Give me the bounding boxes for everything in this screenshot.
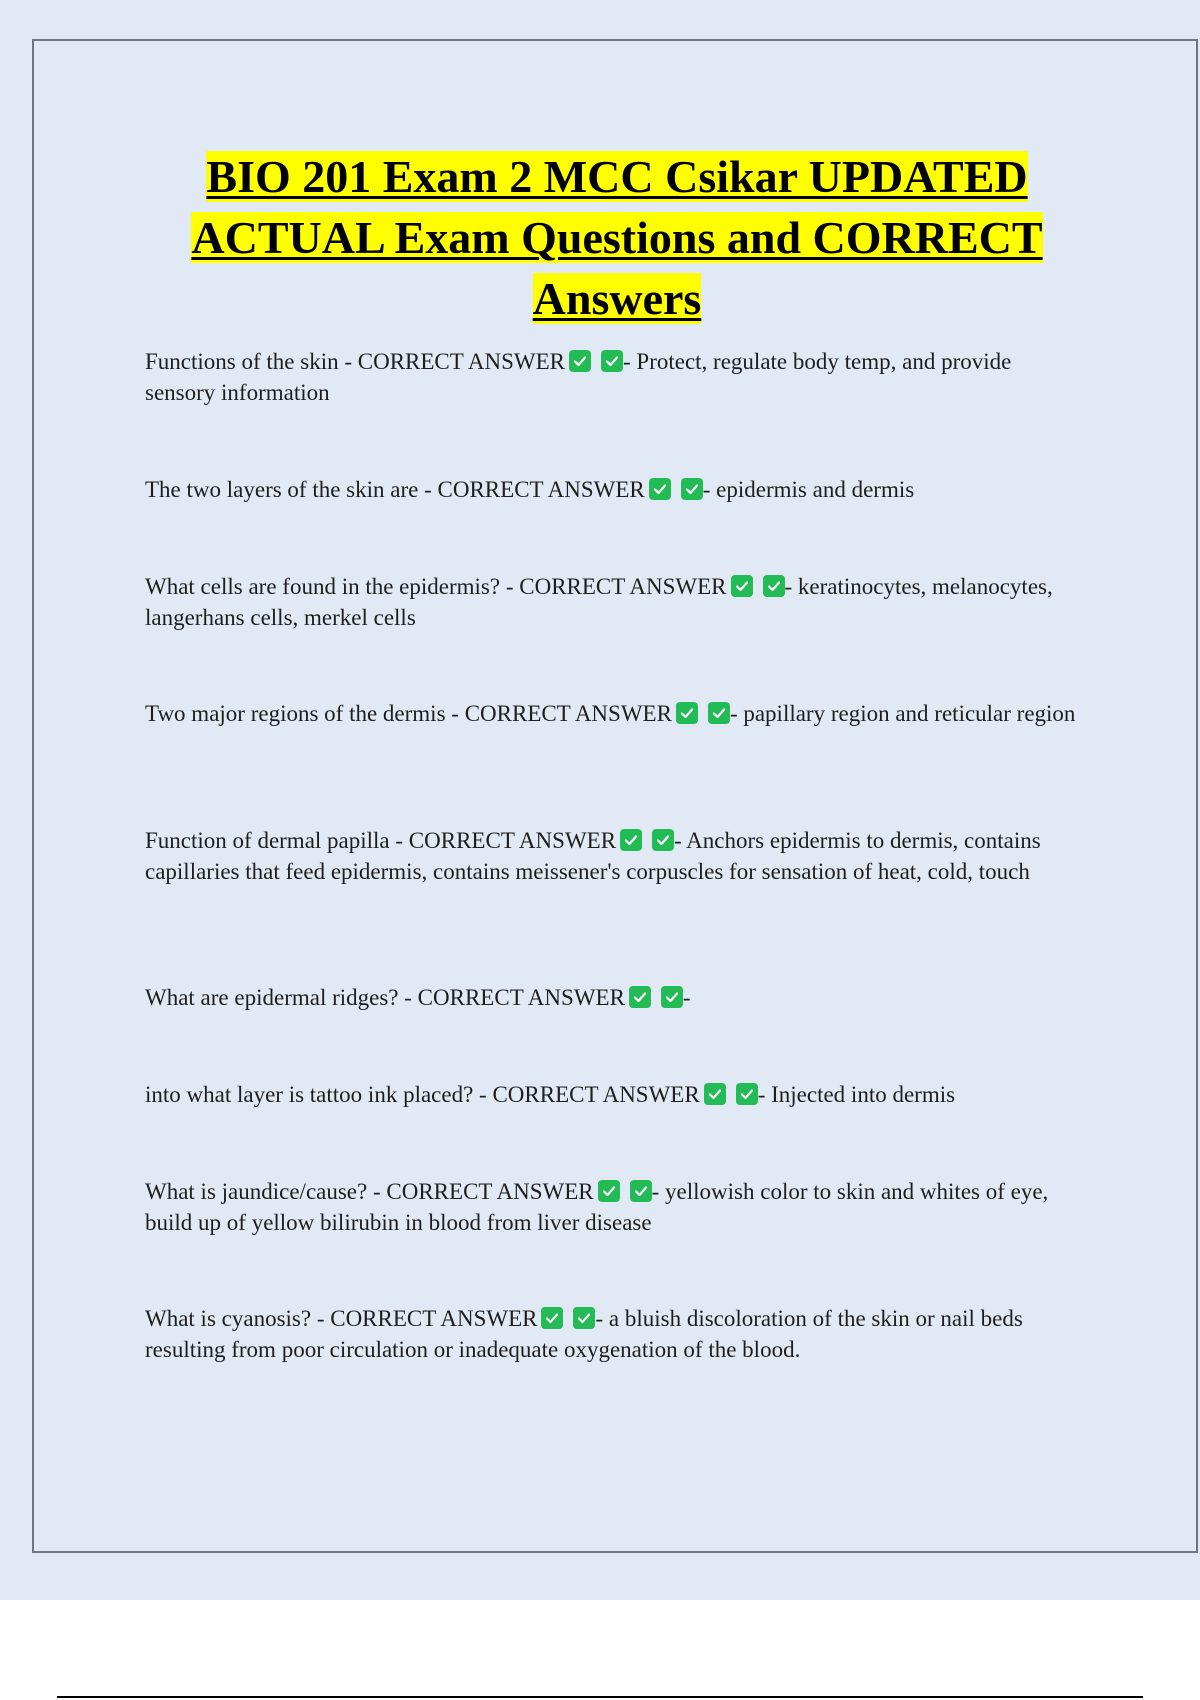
- question-text: Two major regions of the dermis -: [145, 701, 465, 726]
- qa-item: [145, 346, 1085, 408]
- answer-text: -: [682, 985, 691, 1010]
- check-mark-icon: [541, 1307, 563, 1329]
- check-mark-icon: [681, 478, 703, 500]
- title-line-3: Answers: [532, 273, 702, 324]
- answer-text: - Injected into dermis: [757, 1082, 956, 1107]
- check-mark-icon: [569, 350, 591, 372]
- bottom-divider: [57, 1696, 1143, 1698]
- check-mark-icon: [704, 1083, 726, 1105]
- answer-marker: CORRECT ANSWER: [492, 1082, 700, 1107]
- qa-item: [145, 1079, 1085, 1110]
- qa-item: [145, 571, 1085, 633]
- check-mark-icon: [652, 829, 674, 851]
- check-mark-icon: [630, 1180, 652, 1202]
- check-mark-icon: [676, 702, 698, 724]
- answer-text: - papillary region and reticular region: [729, 701, 1076, 726]
- qa-item: [145, 825, 1085, 887]
- question-text: What is jaundice/cause? -: [145, 1179, 387, 1204]
- answer-text: - keratinocytes, melanocytes, langerhans cells, merkel cells: [145, 574, 1053, 630]
- question-text: What are epidermal ridges? -: [145, 985, 418, 1010]
- answer-marker: CORRECT ANSWER: [357, 349, 565, 374]
- answer-marker: CORRECT ANSWER: [408, 828, 617, 853]
- check-mark-icon: [661, 986, 683, 1008]
- check-mark-icon: [736, 1083, 758, 1105]
- check-mark-icon: [620, 829, 642, 851]
- check-mark-icon: [629, 986, 651, 1008]
- qa-item: [145, 1176, 1085, 1238]
- answer-text: - Protect, regulate body temp, and provide sensory information: [145, 349, 1012, 405]
- title-line-1: BIO 201 Exam 2 MCC Csikar UPDATED: [206, 151, 1028, 202]
- check-mark-icon: [598, 1180, 620, 1202]
- question-text: Functions of the skin -: [145, 349, 358, 374]
- check-mark-icon: [573, 1307, 595, 1329]
- title-line-2: ACTUAL Exam Questions and CORRECT: [191, 212, 1043, 263]
- check-mark-icon: [601, 350, 623, 372]
- qa-item: [145, 982, 1085, 1013]
- question-text: into what layer is tattoo ink placed? -: [145, 1082, 493, 1107]
- question-text: What is cyanosis? -: [145, 1306, 331, 1331]
- check-mark-icon: [731, 575, 753, 597]
- answer-marker: CORRECT ANSWER: [519, 574, 727, 599]
- question-text: What cells are found in the epidermis? -: [145, 574, 520, 599]
- qa-item: [145, 474, 1085, 505]
- answer-marker: CORRECT ANSWER: [464, 701, 672, 726]
- check-mark-icon: [708, 702, 730, 724]
- answer-text: - epidermis and dermis: [702, 477, 915, 502]
- answer-text: - yellowish color to skin and whites of eye, build up of yellow bilirubin in blood from liver disease: [145, 1179, 1049, 1235]
- answer-marker: CORRECT ANSWER: [437, 477, 645, 502]
- check-mark-icon: [649, 478, 671, 500]
- document-title: [150, 146, 1084, 329]
- answer-marker: CORRECT ANSWER: [417, 985, 625, 1010]
- question-text: Function of dermal papilla -: [145, 828, 409, 853]
- qa-item: [145, 698, 1085, 729]
- answer-marker: CORRECT ANSWER: [330, 1306, 538, 1331]
- question-text: The two layers of the skin are -: [145, 477, 438, 502]
- check-mark-icon: [763, 575, 785, 597]
- answer-marker: CORRECT ANSWER: [386, 1179, 594, 1204]
- qa-item: [145, 1303, 1085, 1365]
- answer-text: - a bluish discoloration of the skin or nail beds resulting from poor circulation or inadequate oxygenation of the blood.: [145, 1306, 1023, 1362]
- answer-text: - Anchors epidermis to dermis, contains capillaries that feed epidermis, contains meissener's corpuscles for sensation of heat, cold, touch: [145, 828, 1041, 884]
